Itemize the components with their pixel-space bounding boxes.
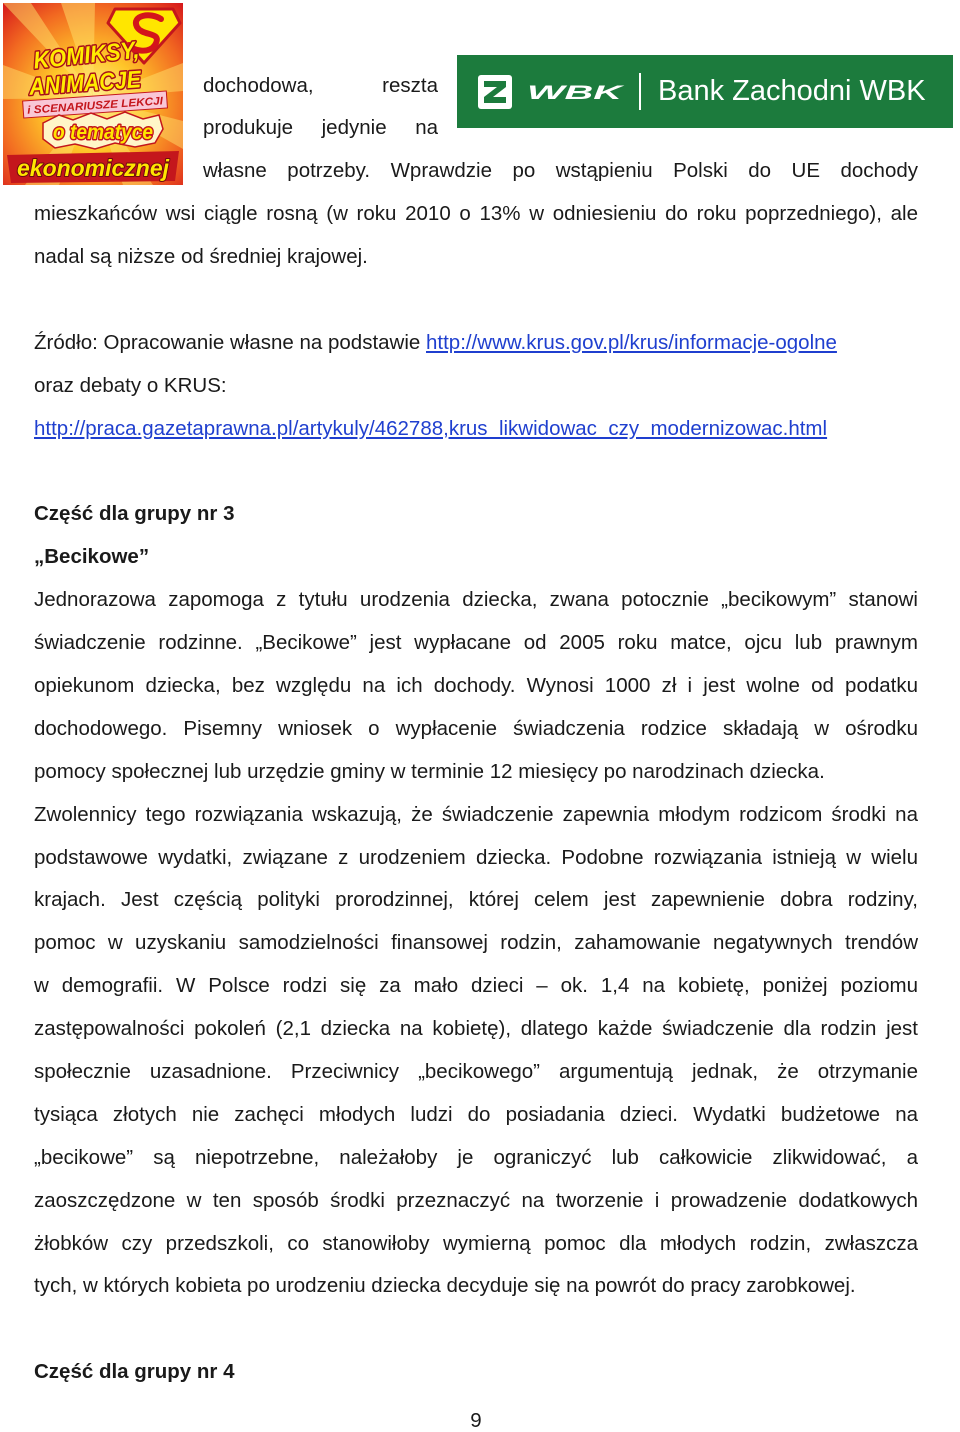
text-line: pomoc w uzyskaniu samodzielności finansowej rodzin, zahamowanie negatywnych trendów [34,931,918,955]
text-line: opiekunom dziecka, bez względu na ich dochody. Wynosi 1000 zł i jest wolne od podatku [34,673,918,697]
source-prefix: Źródło: Opracowanie własne na podstawie [34,330,421,354]
bank-name: Bank Zachodni WBK [658,75,926,107]
text-line: mieszkańców wsi ciągle rosną (w roku 2010 o 13% w odniesieniu do roku poprzedniego), ale [34,202,918,226]
text-line: tych, w których kobieta po urodzeniu dziecka decyduje się na powrót do pracy zarobkowej. [34,1274,856,1298]
text-line: społecznie uzasadnione. Przeciwnicy „becikowego” argumentują jednak, że otrzymanie [34,1059,918,1083]
text-line: podstawowe wydatki, związane z urodzeniem dziecka. Podobne rozwiązania istnieją w wielu [34,845,918,869]
text-line: żłobków czy przedszkoli, co stanowiłoby wymierną pomoc dla młodych rodzin, zwłaszcza [34,1231,918,1255]
text-line: „becikowe” są niepotrzebne, należałoby je ograniczyć lub całkowicie zlikwidować, a [34,1145,918,1169]
text-line: świadczenie rodzinne. „Becikowe” jest wypłacane od 2005 roku matce, ojcu lub prawnym [34,631,918,655]
text-line: krajach. Jest częścią polityki prorodzinnej, której celem jest zapewnienie dobra rodziny, [34,888,918,912]
logo-line-o-tematyce: o tematyce [53,121,154,144]
text-line: tysiąca złotych nie zachęci młodych ludzi do posiadania dzieci. Wydatki budżetowe na [34,1102,918,1126]
logo-line-scenariusze: i SCENARIUSZE LEKCJI [26,95,155,117]
section-title: „Becikowe” [34,545,150,569]
text-line: Zwolennicy tego rozwiązania wskazują, że świadczenie zapewnia młodym rodzicom środki na [34,802,918,826]
section-heading: Część dla grupy nr 4 [34,1360,235,1384]
logo-line-komiksy: KOMIKSY, [32,35,151,75]
gazetaprawna-link[interactable]: http://praca.gazetaprawna.pl/artykuly/462788,krus_likwidowac_czy_modernizowac.html [34,416,828,440]
text-line: dochodowa, reszta [203,73,438,97]
logo-line-animacje: ANIMACJE [28,65,156,101]
section-heading: Część dla grupy nr 3 [34,502,235,526]
section-group-3 [34,493,918,1308]
text-line: zaoszczędzone w ten sposób środki przeznaczyć na tworzenie i prowadzenie dodatkowych [34,1188,918,1212]
text-line: zastępowalności pokoleń (2,1 dziecka na kobietę), dlatego każde świadczenie dla rodzin jest [34,1017,918,1041]
bank-wordmark: WBK [527,83,625,104]
source-debates-label: oraz debaty o KRUS: [34,373,227,397]
page-body [34,65,918,1395]
intro-paragraph [34,65,918,279]
text-line: pomocy społecznej lub urzędzie gminy w terminie 12 miesięcy po narodzinach dziecka. [34,759,825,783]
text-line: Jednorazowa zapomoga z tytułu urodzenia dziecka, zwana potocznie „becikowym” stanowi [34,588,918,612]
source-line [34,322,918,365]
krus-link[interactable]: http://www.krus.gov.pl/krus/informacje-ogolne [426,330,837,354]
page-number: 9 [470,1409,482,1432]
source-line [34,408,918,451]
text-line: nadal są niższe od średniej krajowej. [34,245,368,269]
text-line: własne potrzeby. Wprawdzie po wstąpieniu Polski do UE dochody [203,159,918,183]
text-line: w demografii. W Polsce rodzi się za mało dzieci – ok. 1,4 na kobietę, poniżej poziomu [34,974,918,998]
logo-line-ekonomicznej: ekonomicznej [17,155,170,181]
text-line: dochodowego. Pisemny wniosek o wypłacenie świadczenia rodzice składają w ośrodku [34,716,918,740]
source-note [34,322,918,451]
section-group-4 [34,1351,918,1394]
text-line: produkuje jedynie na [203,116,438,140]
